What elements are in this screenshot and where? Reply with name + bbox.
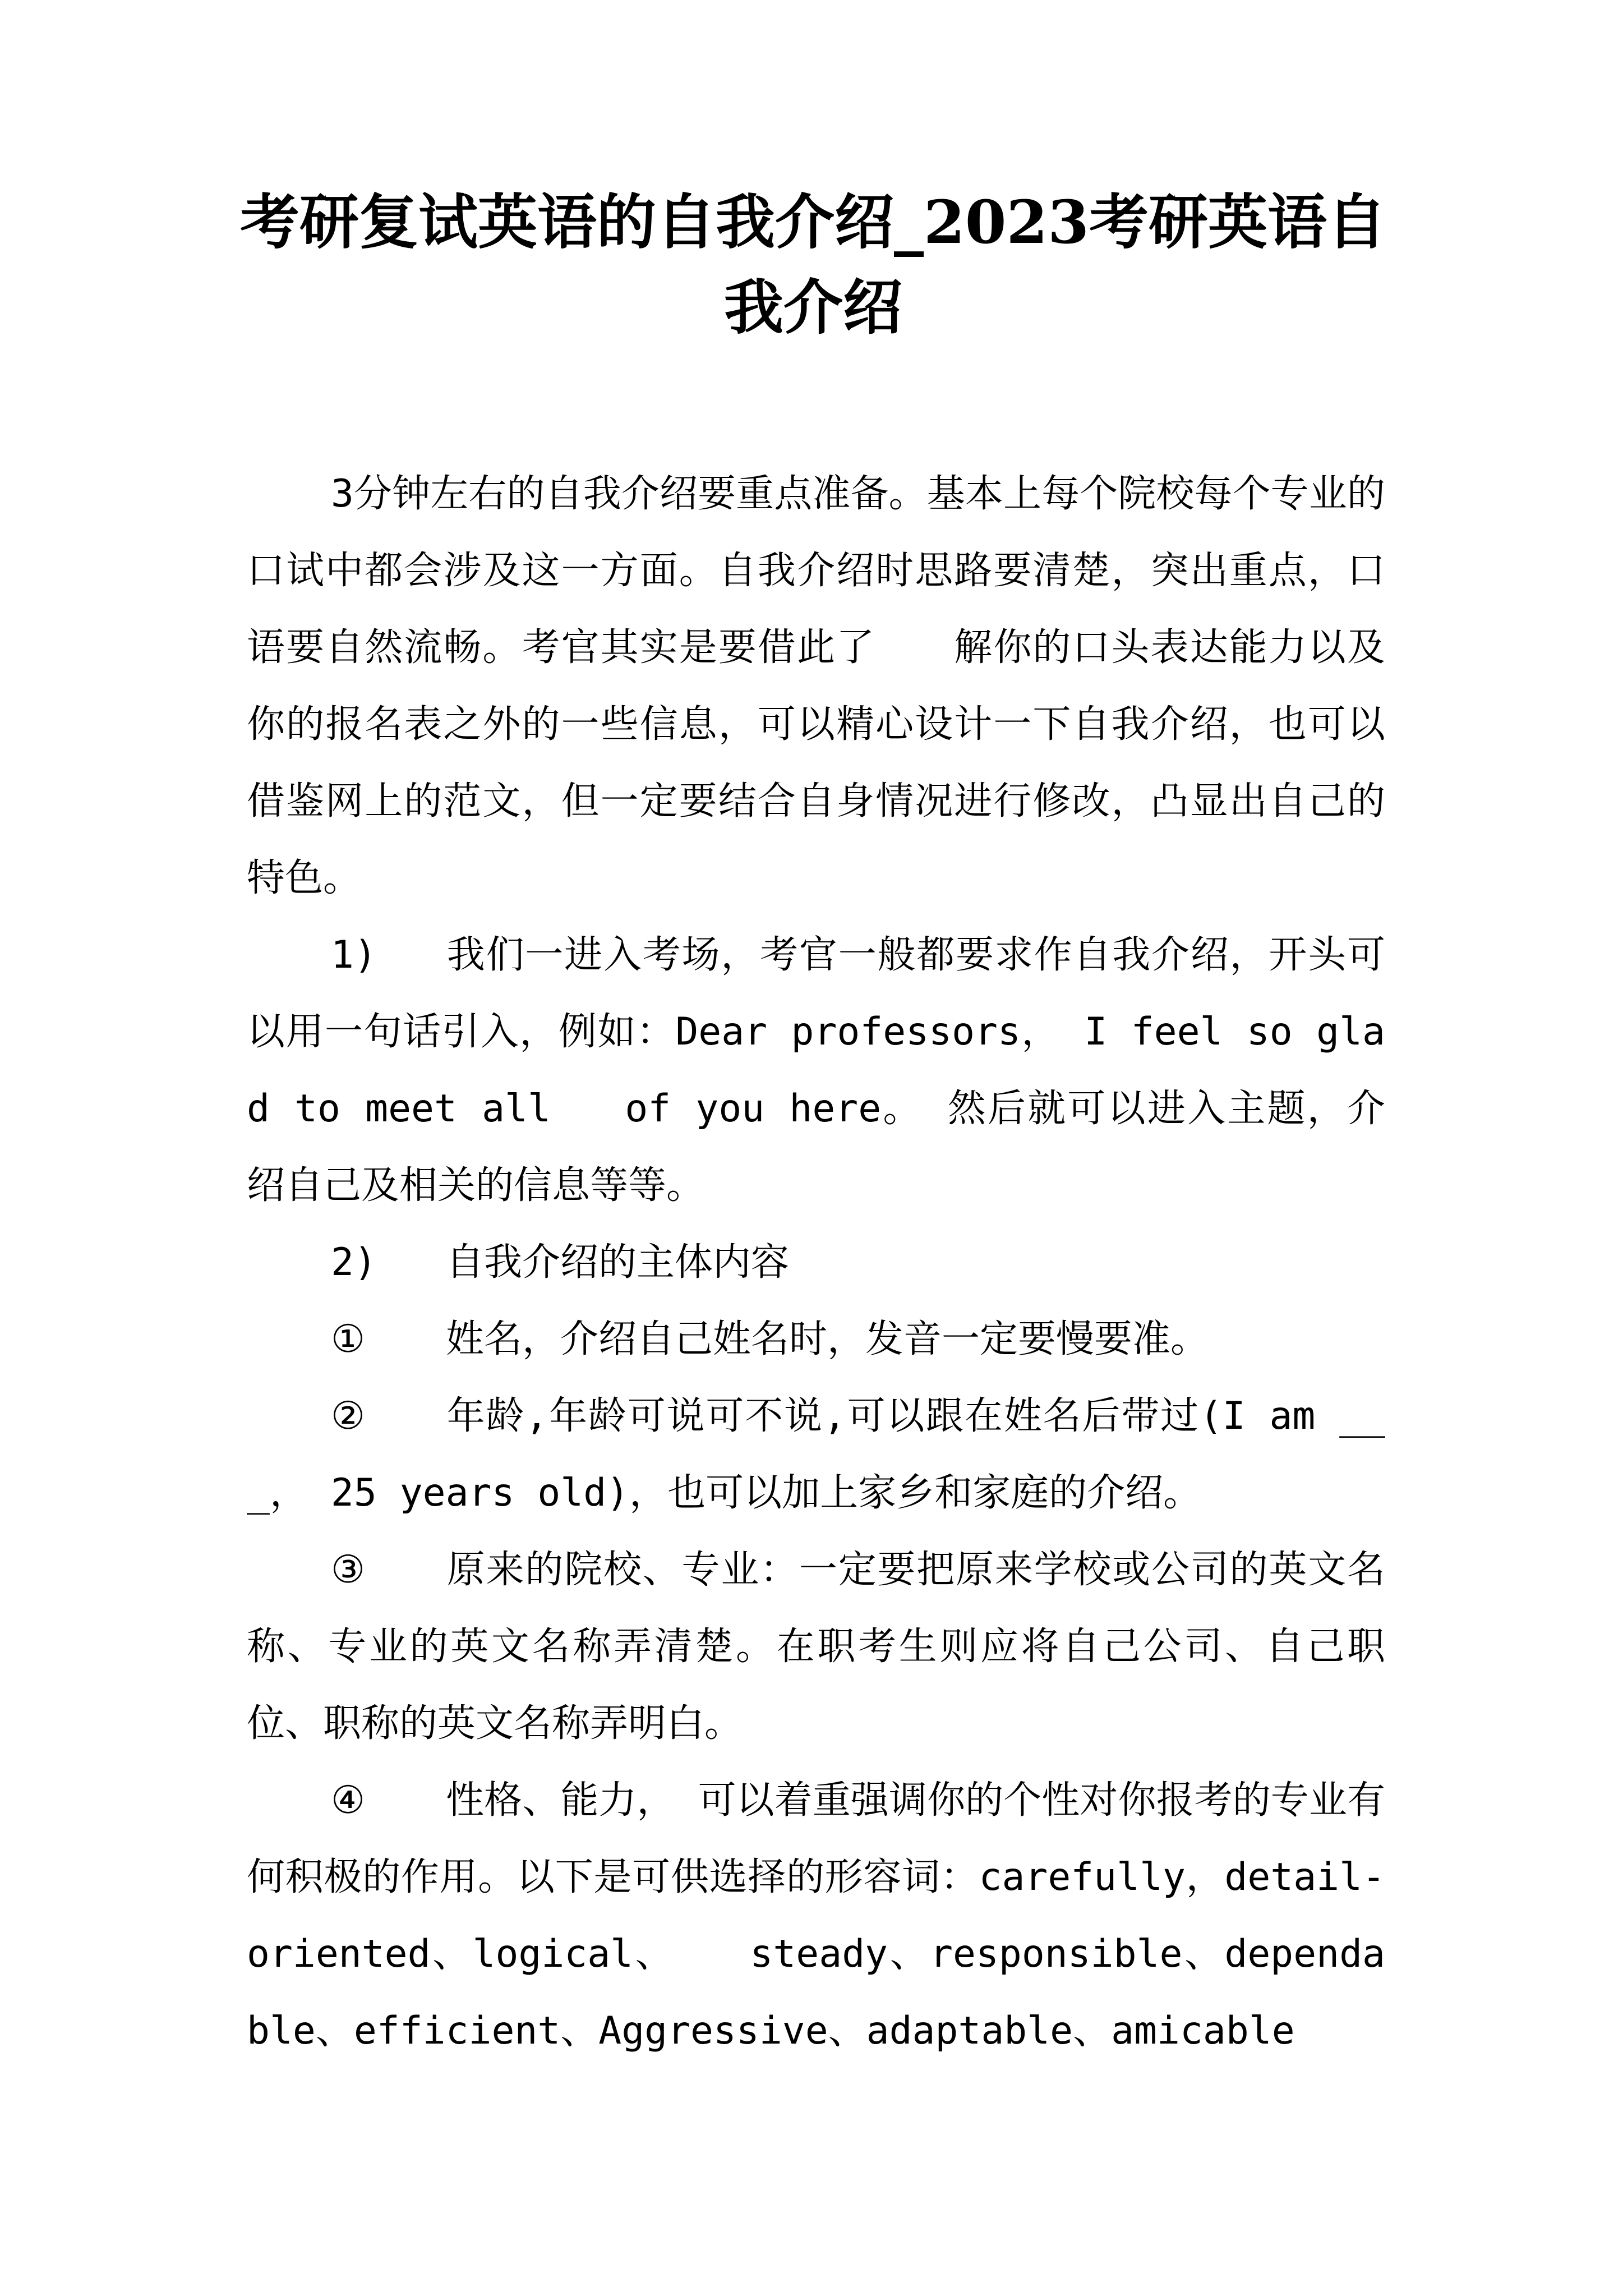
list-item-text: 年龄,年龄可说可不说,可以跟在姓名后带过(I am ___， 25 years old)，也可以加上家乡和家庭的介绍。 [247, 1394, 1385, 1515]
list-item-number: 1) [331, 933, 377, 977]
list-item-number: ② [331, 1394, 365, 1438]
document-title: 考研复试英语的自我介绍_2023考研英语自我介绍 [239, 187, 1387, 342]
document-body [247, 455, 1385, 2069]
list-item-number: 2) [331, 1240, 377, 1285]
list-item-number: ① [331, 1317, 365, 1361]
list-item [247, 1301, 1385, 1378]
list-item [247, 1224, 1385, 1301]
intro-paragraph: 3分钟左右的自我介绍要重点准备。基本上每个院校每个专业的口试中都会涉及这一方面。自我介绍时思路要清楚，突出重点，口语要自然流畅。考官其实是要借此了 解你的口头表达能力以及你的报名表之外的一些信息，可以精心设计一下自我介绍，也可以借鉴网上的范文，但一定要结合自身情况进行修改，凸显出自己的特色。 [247, 472, 1385, 900]
list-item-number: ④ [331, 1778, 365, 1823]
list-item [247, 1531, 1385, 1762]
list-item-number: ③ [331, 1548, 365, 1592]
list-item [247, 1378, 1385, 1531]
list-item [247, 917, 1385, 1224]
list-item [247, 1762, 1385, 2069]
list-item-text: 原来的院校、专业：一定要把原来学校或公司的英文名称、专业的英文名称弄清楚。在职考生则应将自己公司、自己职位、职称的英文名称弄明白。 [247, 1548, 1385, 1746]
list-item-text: 性格、能力， 可以着重强调你的个性对你报考的专业有何积极的作用。以下是可供选择的形容词：carefully，detail-oriented、logical、 steady、responsible、dependable、efficient、Aggressive、adaptable、amicable [247, 1778, 1385, 2053]
list-item-text: 我们一进入考场，考官一般都要求作自我介绍，开头可以用一句话引入，例如：Dear professors， I feel so glad to meet all of you here。 然后就可以进入主题，介绍自己及相关的信息等等。 [247, 933, 1385, 1208]
list-item-text: 自我介绍的主体内容 [446, 1240, 790, 1285]
list-item-text: 姓名，介绍自己姓名时，发音一定要慢要准。 [446, 1317, 1209, 1361]
